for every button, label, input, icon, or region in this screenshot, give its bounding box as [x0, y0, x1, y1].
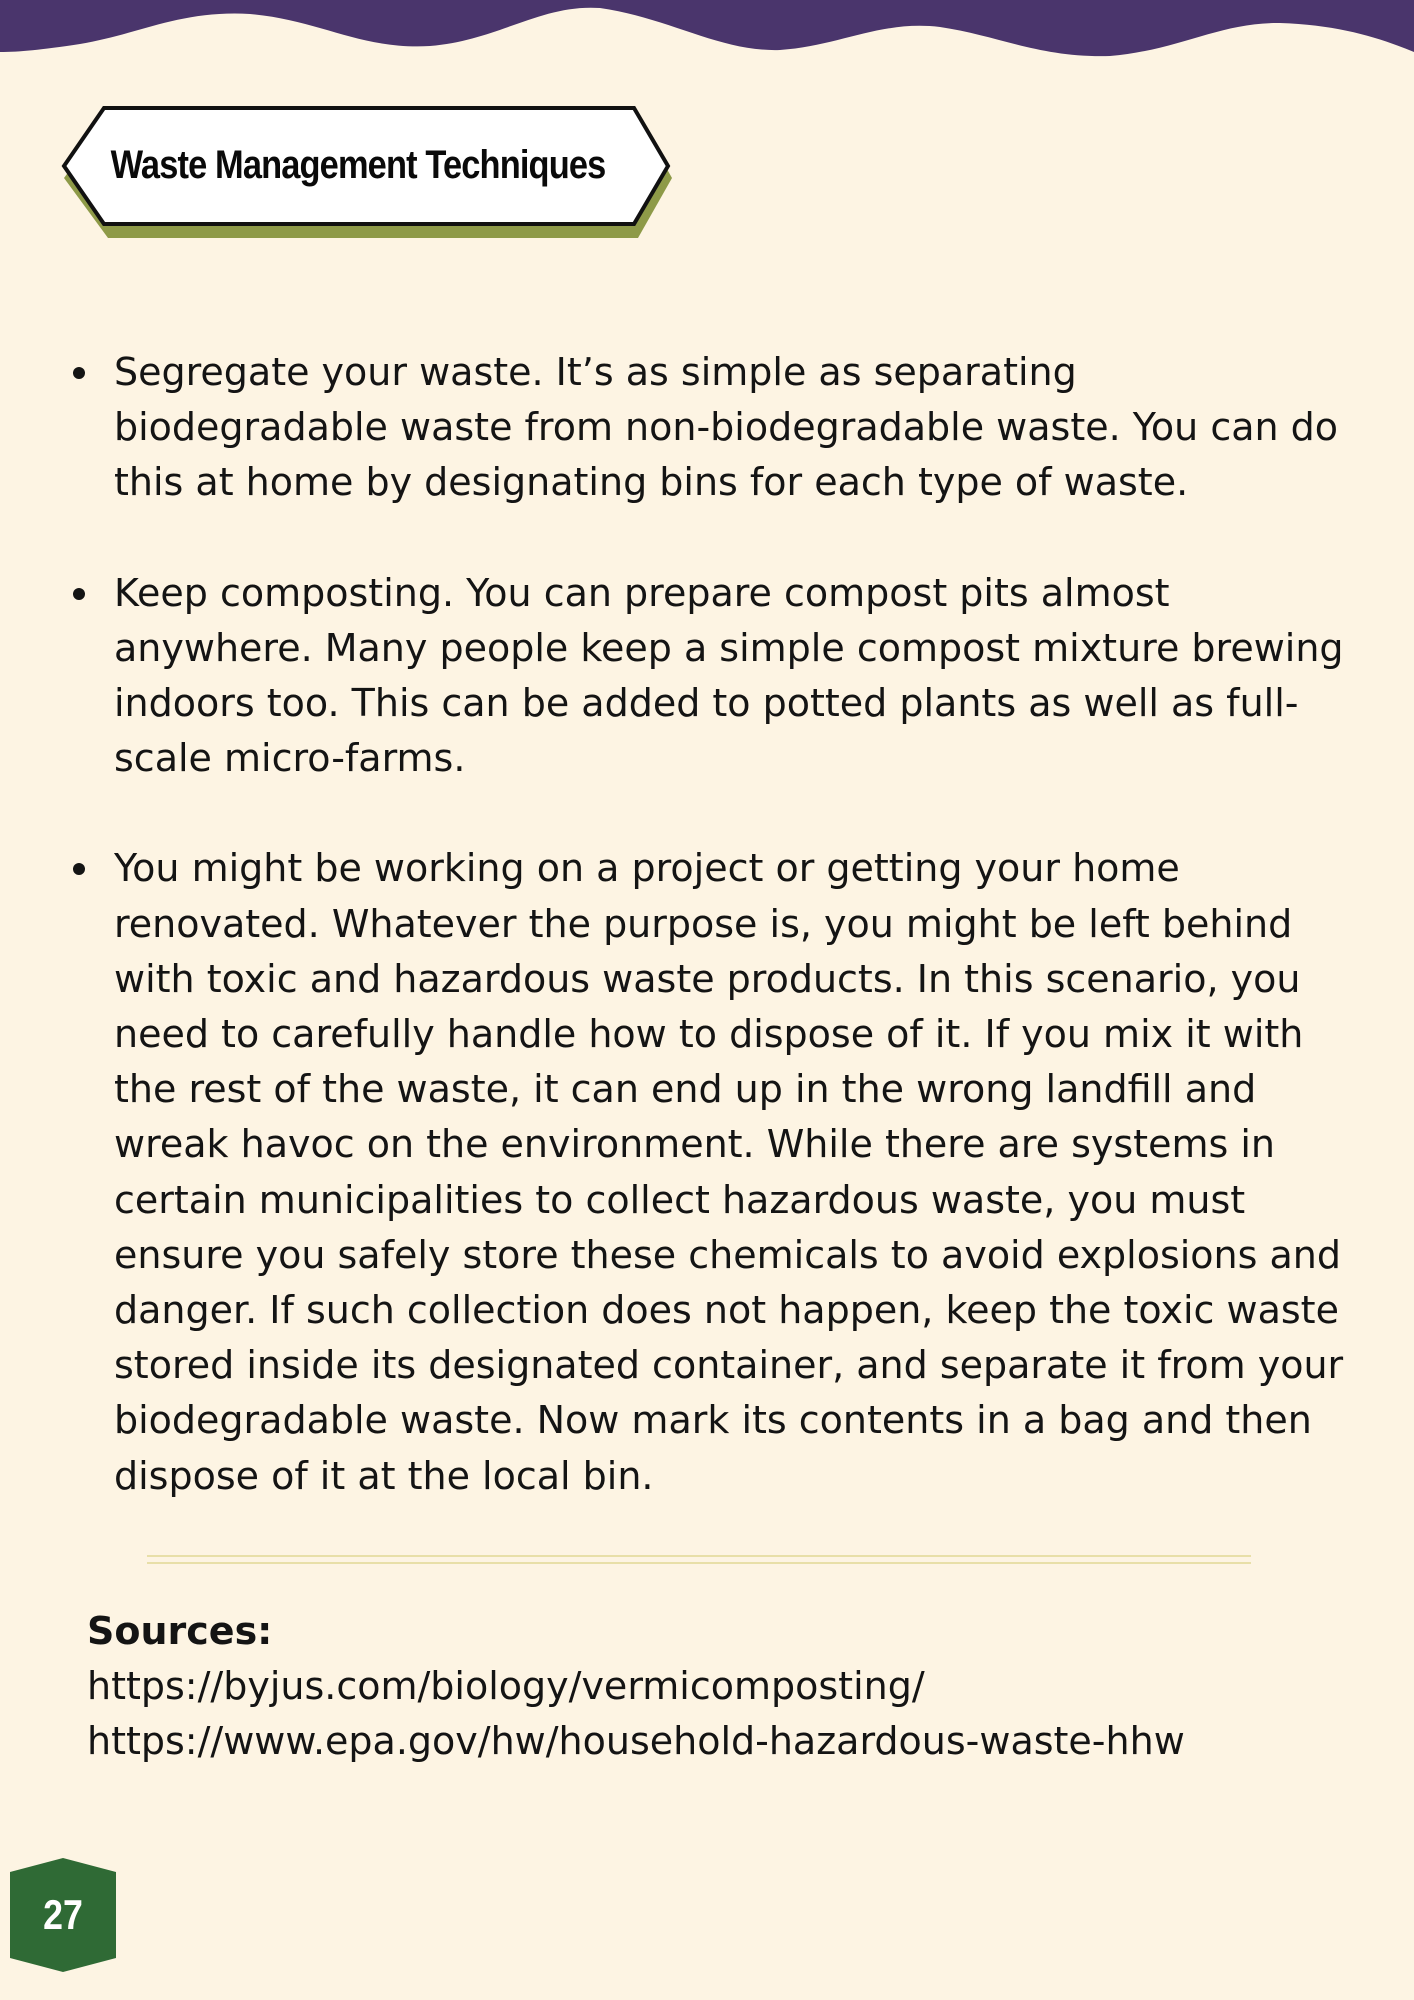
section-title-badge — [60, 104, 676, 244]
technique-list — [66, 345, 1356, 1504]
list-item-text: You might be working on a project or getting your home renovated. Whatever the purpose is, you might be left behind with toxic and hazardous waste products. In this scenario, you need to carefully handle how to dispose of it. If you mix it with the rest of the waste, it can end up in the wrong landfill and wreak havoc on the environment. While there are systems in certain municipalities to collect hazardous waste, you must ensure you safely store these chemicals to avoid explosions and danger. If such collection does not happen, keep the toxic waste stored inside its designated container, and separate it from your biodegradable waste. Now mark its contents in a bag and then dispose of it at the local bin. — [114, 846, 1344, 1498]
section-divider — [147, 1555, 1251, 1564]
list-item — [66, 566, 1356, 787]
list-item — [66, 345, 1356, 511]
bullet-icon — [73, 367, 85, 379]
top-wave-decoration — [0, 0, 1414, 60]
bullet-icon — [73, 863, 85, 875]
sources-heading: Sources: — [87, 1609, 273, 1653]
page-number: 27 — [43, 1891, 83, 1938]
list-item — [66, 841, 1356, 1503]
list-item-text: Keep composting. You can prepare compost pits almost anywhere. Many people keep a simple compost mixture brewing indoors too. This can be added to potted plants as well as full-scale micro-farms. — [114, 570, 1344, 781]
sources-block — [87, 1604, 1337, 1769]
page-title: Waste Management Techniques — [110, 142, 606, 187]
page-number-badge — [10, 1858, 116, 1972]
bullet-icon — [73, 588, 85, 600]
list-item-text: Segregate your waste. It’s as simple as separating biodegradable waste from non-biodegradable waste. You can do this at home by designating bins for each type of waste. — [114, 350, 1339, 505]
source-link[interactable]: https://www.epa.gov/hw/household-hazardous-waste-hhw — [87, 1719, 1185, 1763]
source-link[interactable]: https://byjus.com/biology/vermicomposting/ — [87, 1664, 925, 1708]
